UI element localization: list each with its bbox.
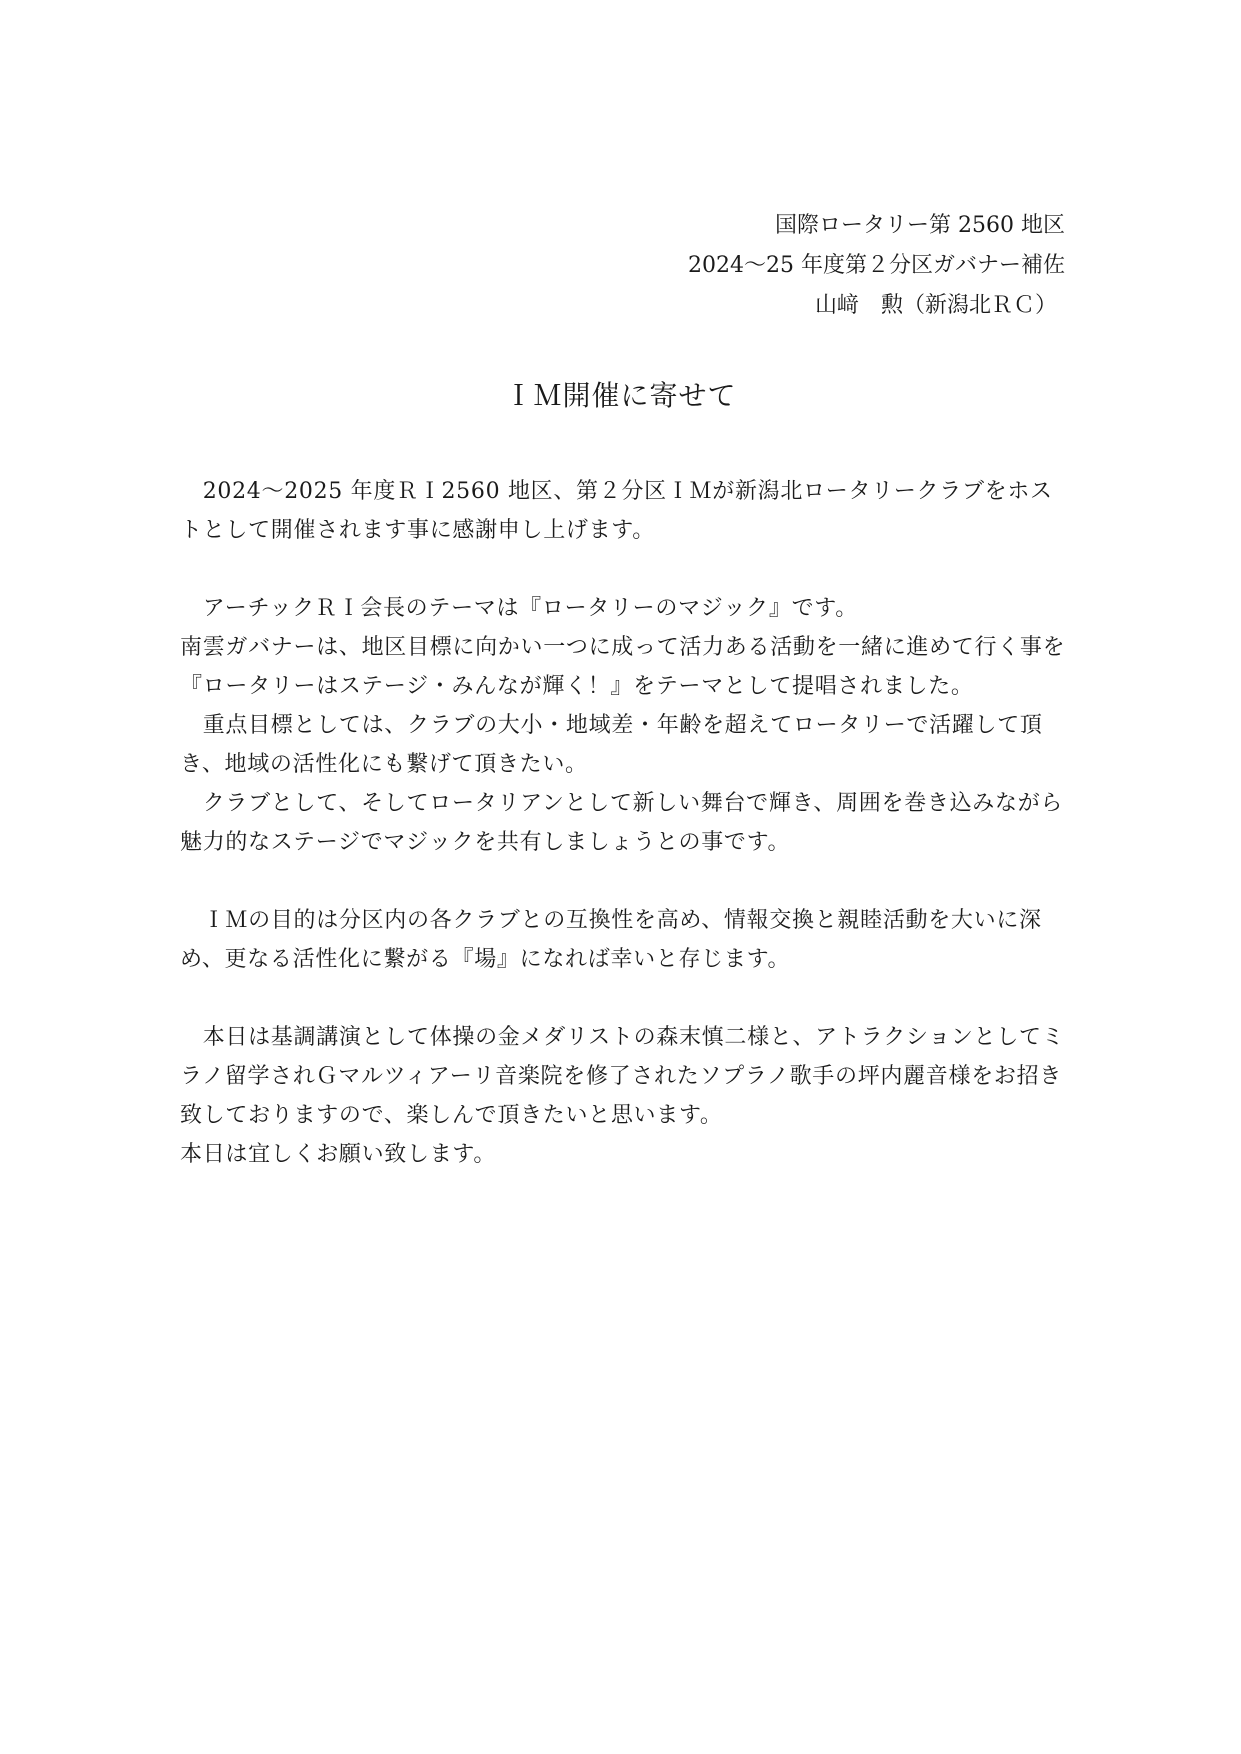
paragraph-gap xyxy=(180,979,1070,1018)
paragraph-priority-goal: 重点目標としては、クラブの大小・地域差・年齢を超えてロータリーで活躍して頂き、地域の活性化にも繋げて頂きたい。 xyxy=(180,713,1043,777)
paragraph-closing: 本日は宜しくお願い致します。 xyxy=(180,1142,497,1167)
paragraph-program: 本日は基調講演として体操の金メダリストの森末慎二様と、アトラクションとしてミラノ留学されＧマルツィアーリ音楽院を修了されたソプラノ歌手の坪内麗音様をお招き致しておりますので、楽しんで頂きたいと思います。 xyxy=(180,1025,1065,1128)
paragraph-governor-theme: 南雲ガバナーは、地区目標に向かい一つに成って活力ある活動を一緒に進めて行く事を『ロータリーはステージ・みんなが輝く！』をテーマとして提唱されました。 xyxy=(180,635,1066,699)
paragraph-im-purpose: ＩＭの目的は分区内の各クラブとの互換性を高め、情報交換と親睦活動を大いに深め、更なる活性化に繋がる『場』になれば幸いと存じます。 xyxy=(180,908,1042,972)
sender-name: 山﨑 勲（新潟北ＲＣ） xyxy=(814,293,1057,318)
sender-block xyxy=(505,206,1065,326)
document-title: ＩＭ開催に寄せて xyxy=(504,379,737,412)
paragraph-club-stage: クラブとして、そしてロータリアンとして新しい舞台で輝き、周囲を巻き込みながら魅力的なステージでマジックを共有しましょうとの事です。 xyxy=(180,791,1064,855)
paragraph-greeting: 2024～2025 年度ＲＩ2560 地区、第２分区ＩＭが新潟北ロータリークラブをホストとして開催されます事に感謝申し上げます。 xyxy=(180,479,1053,543)
paragraph-gap xyxy=(180,550,1070,589)
sender-position: 2024～25 年度第２分区ガバナー補佐 xyxy=(688,253,1065,278)
paragraph-ri-theme: アーチックＲＩ会長のテーマは『ロータリーのマジック』です。 xyxy=(202,596,858,621)
paragraph-gap xyxy=(180,862,1070,901)
sender-organization: 国際ロータリー第 2560 地区 xyxy=(775,213,1065,238)
document-body xyxy=(180,472,1070,1174)
